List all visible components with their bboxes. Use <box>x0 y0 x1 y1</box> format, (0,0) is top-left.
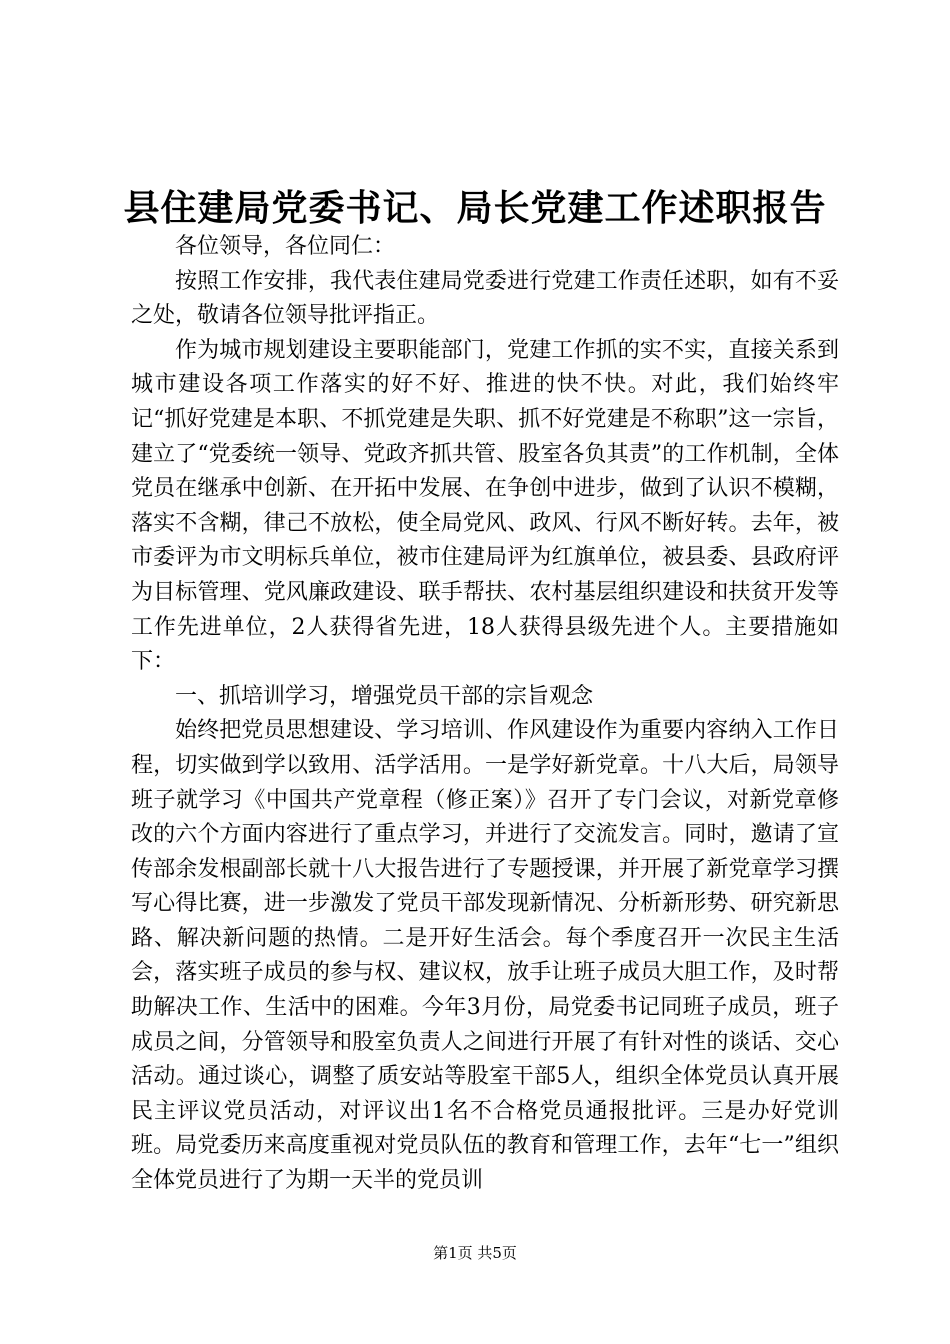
salutation: 各位领导，各位同仁： <box>175 234 396 259</box>
document-title: 县住建局党委书记、局长党建工作述职报告 <box>123 187 827 229</box>
page-footer: 第1页 共5页 <box>433 1244 517 1262</box>
section-paragraph: 始终把党员思想建设、学习培训、作风建设作为重要内容纳入工作日程，切实做到学以致用、活学活用。一是学好新党章。十八大后，局领导班子就学习《中国共产党章程（修正案）》召开了专门会议，对新党章修改的六个方面内容进行了重点学习，并进行了交流发言。同时，邀请了宣传部余发根副部长就十八大报告进行了专题授课，并开展了新党章学习撰写心得比赛，进一步激发了党员干部发现新情况、分析新形势、研究新思路、解决新问题的热情。二是开好生活会。每个季度召开一次民主生活会，落实班子成员的参与权、建议权，放手让班子成员大胆工作，及时帮助解决工作、生活中的困难。今年3月份，局党委书记同班子成员，班子成员之间，分管领导和股室负责人之间进行开展了有针对性的谈话、交心活动。通过谈心，调整了质安站等股室干部5人，组织全体党员认真开展民主评议党员活动，对评议出1名不合格党员通报批评。三是办好党训班。局党委历来高度重视对党员队伍的教育和管理工作，去年“七一”组织全体党员进行了为期一天半的党员训 <box>131 718 839 1194</box>
paragraph-overview: 作为城市规划建设主要职能部门，党建工作抓的实不实，直接关系到城市建设各项工作落实的好不好、推进的快不快。对此，我们始终牢记“抓好党建是本职、不抓党建是失职、抓不好党建是不称职”这一宗旨，建立了“党委统一领导、党政齐抓共管、股室各负其责”的工作机制，全体党员在继承中创新、在开拓中发展、在争创中进步，做到了认识不模糊，落实不含糊，律己不放松，使全局党风、政风、行风不断好转。去年，被市委评为市文明标兵单位，被市住建局评为红旗单位，被县委、县政府评为目标管理、党风廉政建设、联手帮扶、农村基层组织建设和扶贫开发等工作先进单位，2人获得省先进，18人获得县级先进个人。主要措施如下： <box>131 337 839 675</box>
paragraph-intro: 按照工作安排，我代表住建局党委进行党建工作责任述职，如有不妥之处，敬请各位领导批评指正。 <box>131 268 839 329</box>
section-heading: 一、抓培训学习，增强党员干部的宗旨观念 <box>175 683 594 709</box>
document-body <box>131 230 839 1199</box>
